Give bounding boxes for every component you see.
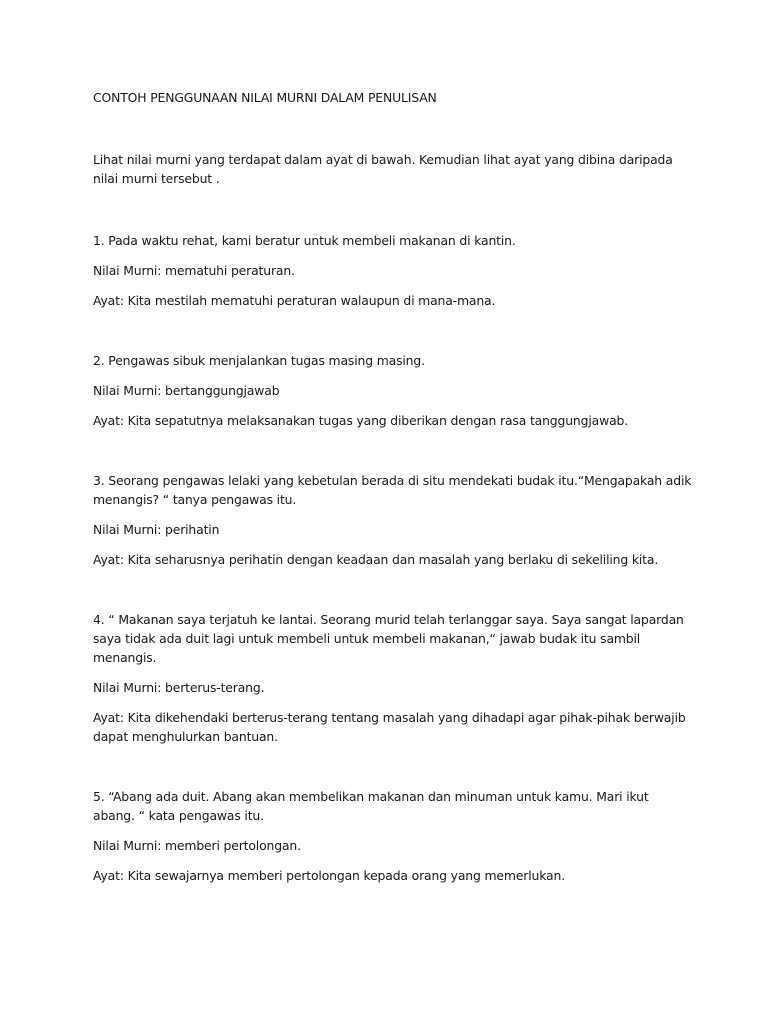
example-question: 1. Pada waktu rehat, kami beratur untuk membeli makanan di kantin. [93, 233, 516, 248]
example-item-5 [93, 787, 693, 885]
document-title: CONTOH PENGGUNAAN NILAI MURNI DALAM PENULISAN [93, 90, 437, 105]
example-question: 3. Seorang pengawas lelaki yang kebetulan berada di situ mendekati budak itu.“Mengapakah adik menangis? “ tanya pengawas itu. [93, 473, 692, 507]
example-item-1 [93, 231, 693, 310]
document-body [93, 88, 693, 926]
example-value: Nilai Murni: mematuhi peraturan. [93, 263, 295, 278]
intro-paragraph: Lihat nilai murni yang terdapat dalam ayat di bawah. Kemudian lihat ayat yang dibina daripada nilai murni tersebut . [93, 152, 673, 186]
example-value: Nilai Murni: perihatin [93, 522, 220, 537]
example-value: Nilai Murni: memberi pertolongan. [93, 838, 301, 853]
example-item-2 [93, 351, 693, 430]
example-sentence: Ayat: Kita dikehendaki berterus-terang tentang masalah yang dihadapi agar pihak-pihak berwajib dapat menghulurkan bantuan. [93, 710, 686, 744]
example-value: Nilai Murni: berterus-terang. [93, 680, 265, 695]
example-item-3 [93, 471, 693, 569]
example-question: 4. “ Makanan saya terjatuh ke lantai. Seorang murid telah terlanggar saya. Saya sangat lapardan saya tidak ada duit lagi untuk membeli untuk membeli makanan,“ jawab budak itu sambil menangis. [93, 612, 684, 665]
example-sentence: Ayat: Kita mestilah mematuhi peraturan walaupun di mana-mana. [93, 293, 496, 308]
example-question: 5. “Abang ada duit. Abang akan membelikan makanan dan minuman untuk kamu. Mari ikut abang. “ kata pengawas itu. [93, 789, 649, 823]
example-sentence: Ayat: Kita sewajarnya memberi pertolongan kepada orang yang memerlukan. [93, 868, 565, 883]
example-item-4 [93, 610, 693, 746]
example-question: 2. Pengawas sibuk menjalankan tugas masing masing. [93, 353, 425, 368]
example-sentence: Ayat: Kita sepatutnya melaksanakan tugas yang diberikan dengan rasa tanggungjawab. [93, 413, 629, 428]
example-sentence: Ayat: Kita seharusnya perihatin dengan keadaan dan masalah yang berlaku di sekeliling kita. [93, 552, 659, 567]
example-value: Nilai Murni: bertanggungjawab [93, 383, 280, 398]
